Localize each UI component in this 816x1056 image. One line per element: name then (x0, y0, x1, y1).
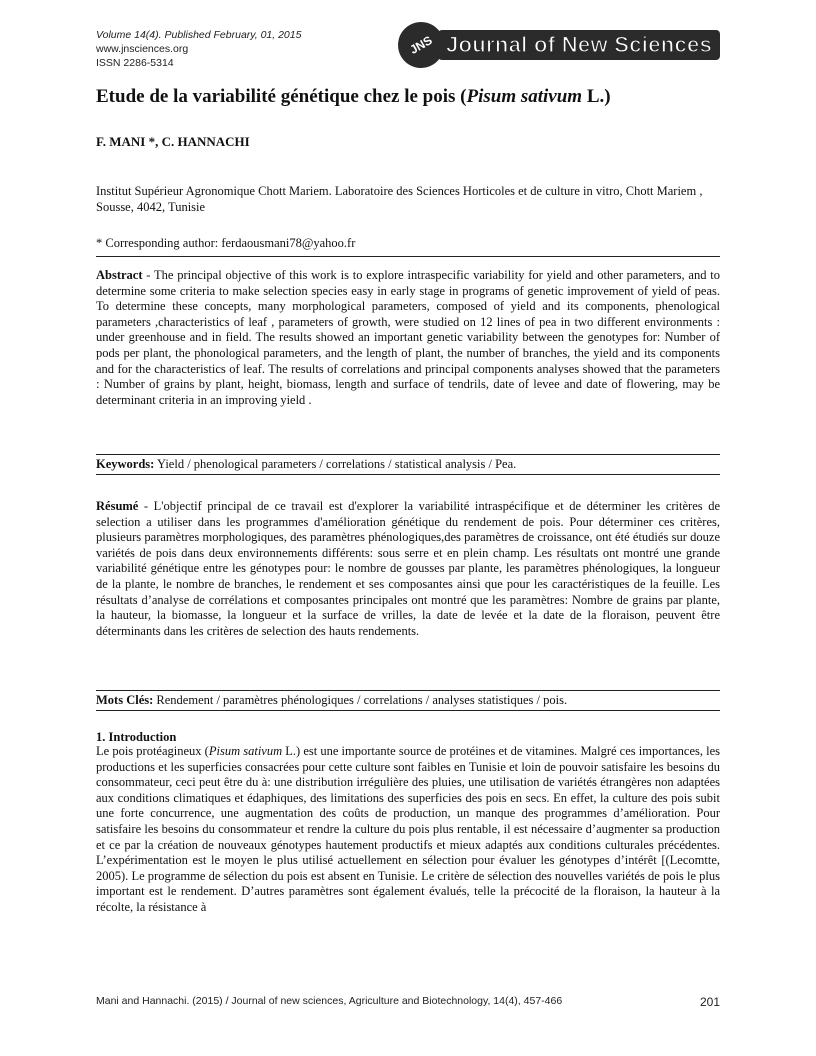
footer-citation: Mani and Hannachi. (2015) / Journal of new sciences, Agriculture and Biotechnology, 14(4), 457-466 (96, 995, 563, 1007)
resume-text: - L'objectif principal de ce travail est d'explorer la variabilité intraspécifique et de déterminer les critères de selection a utiliser dans les programmes d'amélioration génétique du rendement de pois. Pour déterminer ces critères, plusieurs paramètres morphologiques, des paramètres phénologiques,des paramètres de croissance, ont été étudiés sur douze variétés de pois dans deux environnements différents: sous serre et en plein champ. Les résultats ont montré une grande variabilité génétique entre les génotypes pour: le nombre de gousses par plante, les paramètres phénologiques, la longueur de la plante, le nombre de branches, le rendement et ses composantes ainsi que pour les caractéristiques de la feuille. Les résultats d’analyse de corrélations et composantes principales ont montré que les paramètres: Nombre de grains par plante, la hauteur, la biomasse, la longueur et la surface de vrilles, la date de levée et la date de la floraison, peuvent être déterminants dans les critères de selection des hauts rendements. (96, 499, 720, 638)
page-number: 201 (699, 995, 720, 1009)
journal-website: www.jnsciences.org (96, 43, 189, 55)
introduction-heading: 1. Introduction (96, 730, 177, 744)
article-title (96, 86, 720, 108)
keywords-line (96, 457, 720, 472)
journal-meta (96, 28, 301, 70)
volume-info: Volume 14(4). Published February, 01, 2015 (96, 29, 302, 41)
corresponding-author: * Corresponding author: ferdaousmani78@yahoo.fr (96, 236, 356, 250)
mots-cles-text: Rendement / paramètres phénologiques / correlations / analyses statistiques / pois. (153, 693, 568, 707)
abstract-label: Abstract (96, 268, 143, 282)
introduction-paragraph (96, 744, 720, 916)
abstract-paragraph (96, 268, 720, 408)
keywords-text: Yield / phenological parameters / correlations / statistical analysis / Pea. (154, 457, 517, 471)
divider (96, 690, 720, 691)
abstract-text: - The principal objective of this work is to explore intraspecific variability for yield and other parameters, and to determine some criteria to make selection species easy in early stage in programs of genetic improvement of yield of peas. To determine these concepts, many morphological parameters, composed of yield and its components, phenological parameters ,characteristics of leaf , parameters of growth, were studied on 12 lines of pea in two different environments : under greenhouse and in field. The results showed an important genetic variability between the genotypes for: Number of pods per plant, the phonological parameters, and the length of plant, the number of branches, the yield and its components and for the characteristics of leaf. The results of correlations and principal components analyses showed that the parameters : Number of grains by plant, height, biomass, length and surface of tendrils, date of levee and date of flowering, may be determinant criteria in an improving yield . (96, 268, 720, 407)
intro-text-1: Le pois protéagineux ( (96, 744, 209, 758)
intro-text-2: L.) est une importante source de protéines et de vitamines. Malgré ces importances, les productions et les superficies consacrées pour cette culture sont faibles en Tunisie et loin de pouvoir satisfaire les besoins du consommateur, ceci peut être du à: une distribution irrégulière des pluies, une utilisation de variétés étrangères non adaptées aux conditions climatiques et édaphiques, des limitations des superficies des pois en secs. En effet, la culture des pois subit une forte concurrence, une augmentation des coûts de production, un manque des programmes d’amélioration. Pour satisfaire les besoins du consommateur et rendre la culture du pois plus rentable, il est nécessaire d’augmenter sa production et ce par la création de nouveaux génotypes hautement productifs et mieux adaptés aux conditions culturales précédentes. L’expérimentation est le moyen le plus utilisé actuellement en sélection pour évaluer les génotypes d’intérêt [(Lecomtte, 2005). Le programme de sélection du pois est absent en Tunisie. Le critère de sélection des nouvelles variétés de pois le plus important est le rendement. D’autres paramètres sont également évalués, telle la précocité de la floraison, la hauteur à la récolte, la résistance à (96, 744, 721, 914)
resume-label: Résumé (96, 499, 139, 513)
title-part-2: L.) (582, 86, 611, 107)
intro-species: Pisum sativum (208, 744, 283, 758)
resume-paragraph (96, 499, 720, 639)
divider (96, 474, 720, 475)
divider (96, 454, 720, 455)
title-part-1: Etude de la variabilité génétique chez le pois ( (96, 86, 467, 107)
keywords-label: Keywords: (96, 457, 155, 471)
author-affiliation: Institut Supérieur Agronomique Chott Mariem. Laboratoire des Sciences Horticoles et de culture in vitro, Chott Mariem , Sousse, 4042, Tunisie (96, 184, 703, 214)
title-species: Pisum sativum (466, 86, 583, 107)
divider (96, 256, 720, 257)
mots-cles-label: Mots Clés: (96, 693, 154, 707)
page-footer (96, 995, 720, 1007)
logo-badge: JNS (390, 14, 453, 77)
journal-logo (398, 22, 720, 70)
article-authors: F. MANI *, C. HANNACHI (96, 134, 250, 149)
logo-text: Journal of New Sciences (438, 30, 720, 60)
divider (96, 710, 720, 711)
journal-issn: ISSN 2286-5314 (96, 57, 174, 69)
mots-cles-line (96, 693, 720, 708)
